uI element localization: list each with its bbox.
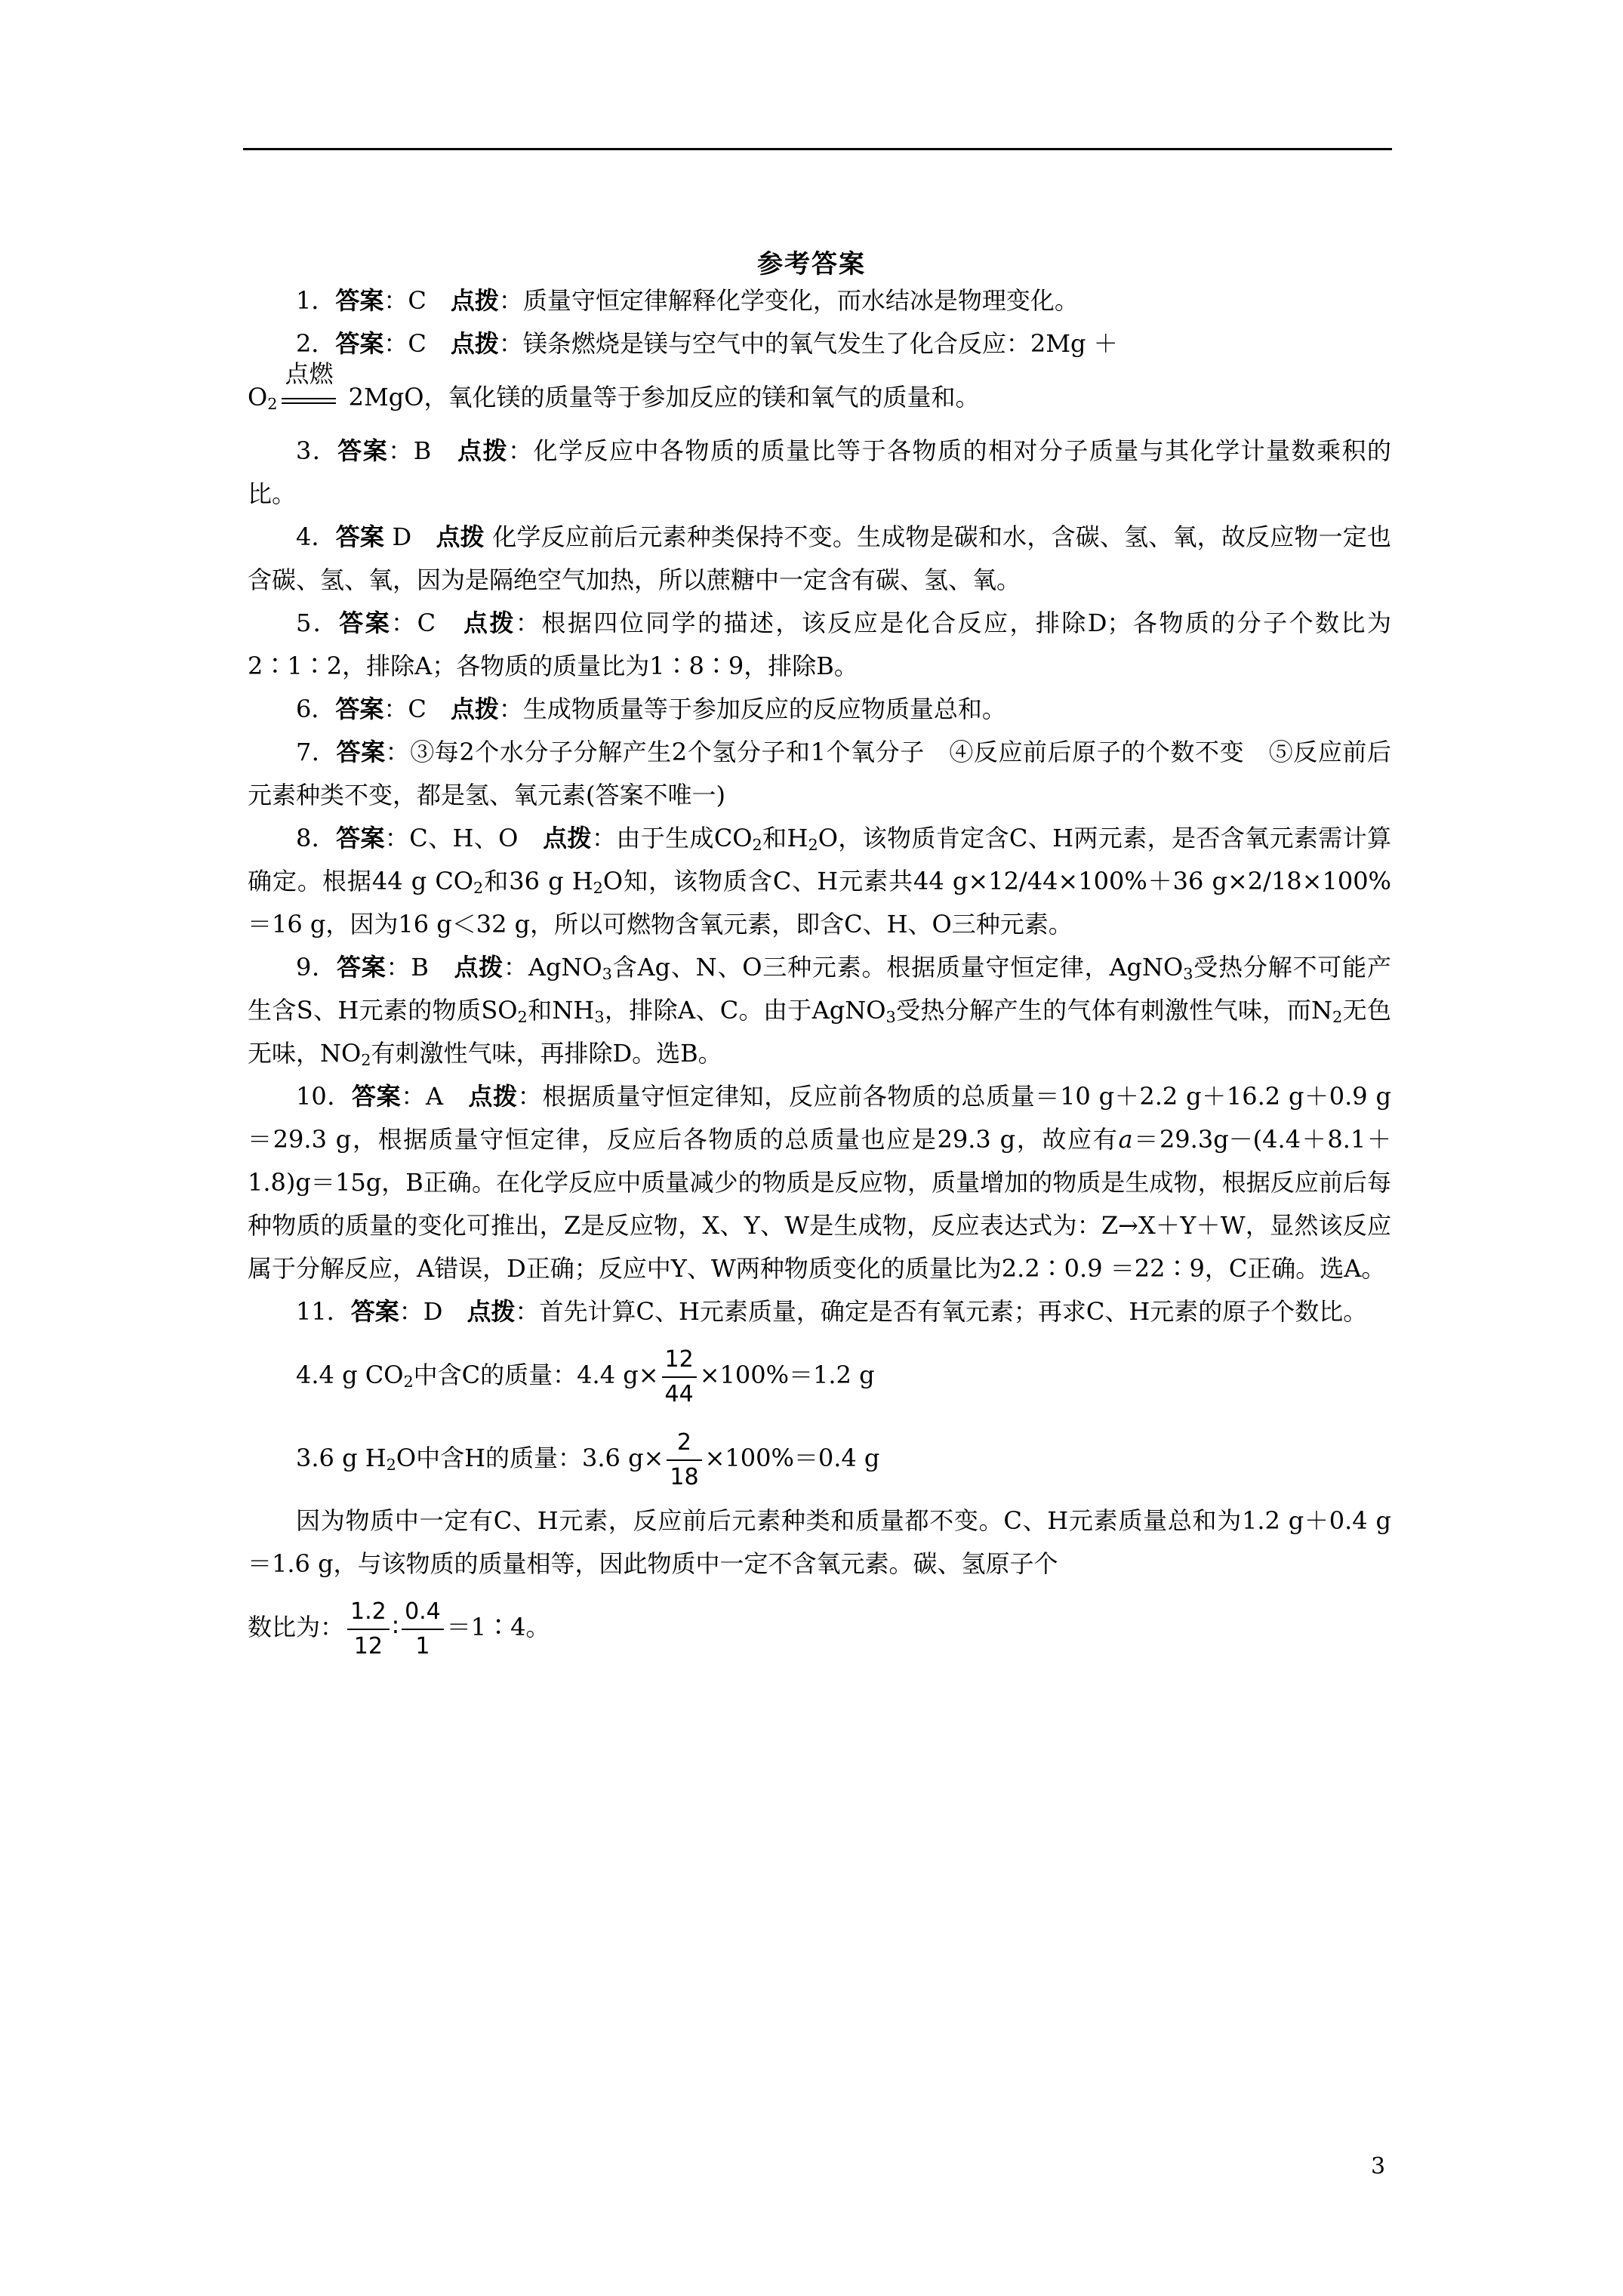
page-title: 参考答案 — [757, 249, 866, 279]
calc-hydrogen-mass: 3.6 g $H_2O$中含H的质量：3.6 g× $\frac{2}{18}$ ×100%＝0.4 g — [248, 1416, 1391, 1499]
calc-conclusion: 因为物质中一定有C、H元素，反应前后元素种类和质量都不变。C、H元素质量总和为1.2 g＋0.4 g＝1.6 g，与该物质的质量相等，因此物质中一定不含氧元素。碳、氢原子个 — [248, 1506, 1391, 1578]
reaction-arrow: 点燃 — [282, 393, 336, 404]
answer-8: 8．答案：C、H、O 点拨：由于生成$CO_2$和$H_2O$，该物质肯定含C、H两元素，是否含氧元素需计算确定。根据44 g $CO_2$和36 g $H_2O$知，该物质含C、H元素共44 g×12/44×100%＋36 g×2/18×100%＝16 g，因为16 g＜32 g，所以可燃物含氧元素，即含C、H、O三种元素。 — [248, 824, 1391, 938]
answer-2-equation: $O_2$ 点燃 2MgO，氧化镁的质量等于参加反应的镁和氧气的质量和。 — [248, 359, 980, 414]
answer-6: 6．答案：C 点拨：生成物质量等于参加反应的反应物质量总和。 — [296, 695, 1006, 723]
calc-carbon-mass: 4.4 g $CO_2$中含C的质量：4.4 g× $\frac{12}{44}$ ×100%＝1.2 g — [248, 1333, 1391, 1416]
answer-3: 3．答案：B 点拨：化学反应中各物质的质量比等于各物质的相对分子质量与其化学计量数乘积的比。 — [248, 436, 1391, 508]
answer-10: 10．答案：A 点拨：根据质量守恒定律知，反应前各物质的总质量＝10 g＋2.2 g＋16.2 g＋0.9 g＝29.3 g，根据质量守恒定律，反应后各物质的总质量也应是29.3 g，故应有a＝29.3g－(4.4＋8.1＋1.8)g＝15g，B正确。在化学反应中质量减少的物质是反应物，质量增加的物质是生成物，根据反应前后每种物质的质量的变化可推出，Z是反应物，X、Y、W是生成物，反应表达式为：Z→X＋Y＋W，显然该反应属于分解反应，A错误，D正确；反应中Y、W两种物质变化的质量比为2.2∶0.9 ＝22∶9，C正确。选A。 — [248, 1082, 1391, 1283]
answer-2: 2．答案：C 点拨：镁条燃烧是镁与空气中的氧气发生了化合反应：2Mg ＋ — [296, 329, 1118, 358]
fraction-2-18: $\frac{2}{18}$ — [667, 1426, 701, 1494]
atom-ratio: 数比为： $\frac{1.2}{12}$ ∶ $\frac{0.4}{1}$ ＝1∶4。 — [248, 1586, 1391, 1669]
fraction-0.4-1: $\frac{0.4}{1}$ — [402, 1595, 444, 1663]
header-rule — [243, 148, 1392, 150]
answer-content — [248, 279, 1391, 1669]
page-number: 3 — [1371, 2153, 1386, 2180]
answer-4: 4．答案 D 点拨 化学反应前后元素种类保持不变。生成物是碳和水，含碳、氢、氧，故反应物一定也含碳、氢、氧，因为是隔绝空气加热，所以蔗糖中一定含有碳、氢、氧。 — [248, 522, 1391, 594]
answer-11: 11．答案：D 点拨：首先计算C、H元素质量，确定是否有氧元素；再求C、H元素的原子个数比。 — [296, 1297, 1368, 1326]
answer-1: 1．答案：C 点拨：质量守恒定律解释化学变化，而水结冰是物理变化。 — [296, 286, 1079, 315]
answer-5: 5．答案：C 点拨：根据四位同学的描述，该反应是化合反应，排除D；各物质的分子个数比为2∶1∶2，排除A；各物质的质量比为1∶8∶9，排除B。 — [248, 609, 1391, 680]
fraction-12-44: $\frac{12}{44}$ — [662, 1343, 697, 1411]
answer-7: 7．答案：③每2个水分子分解产生2个氢分子和1个氧分子 ④反应前后原子的个数不变 ⑤反应前后元素种类不变，都是氢、氧元素(答案不唯一) — [248, 738, 1391, 809]
answer-9: 9．答案：B 点拨：AgNO$_3$含Ag、N、O三种元素。根据质量守恒定律，AgNO$_3$受热分解不可能产生含S、H元素的物质$SO_2$和$NH_3$，排除A、C。由于AgNO$_3$受热分解产生的气体有刺激性气味，而$N_2$无色无味，$NO_2$有刺激性气味，再排除D。选B。 — [248, 953, 1391, 1070]
fraction-1.2-12: $\frac{1.2}{12}$ — [347, 1595, 390, 1663]
